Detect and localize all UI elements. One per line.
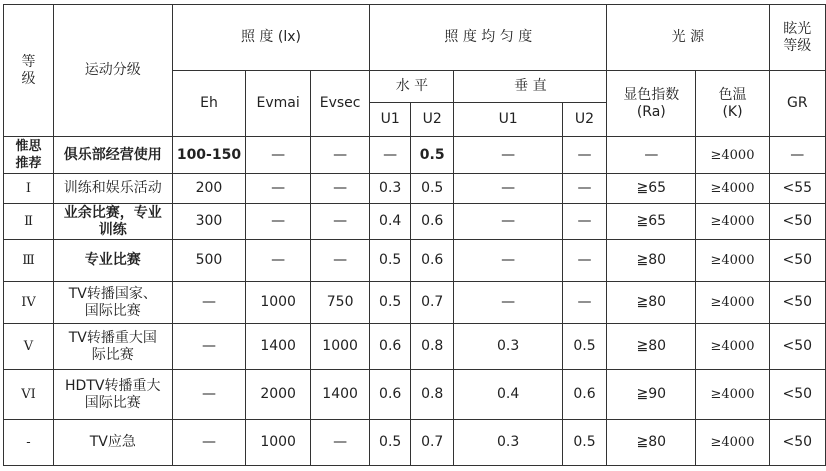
table-row (4, 324, 826, 370)
cell-grade: V (4, 324, 54, 370)
cell-sport-level: 训练和娱乐活动 (53, 174, 172, 204)
cell-gr: <50 (769, 282, 825, 324)
cell-sport-level: 专业比赛 (53, 240, 172, 282)
cell-u1-horizontal: 0.3 (370, 174, 411, 204)
cell-ra: ≧65 (607, 174, 696, 204)
header-grade: 等 级 (4, 5, 54, 137)
table-row (4, 420, 826, 466)
table-row (4, 204, 826, 240)
cell-evmai: — (246, 174, 310, 204)
header-illuminance: 照 度 (lx) (172, 5, 370, 71)
cell-u1-vertical: 0.3 (454, 324, 562, 370)
cell-grade: Ⅰ (4, 174, 54, 204)
cell-u2-vertical: — (562, 282, 606, 324)
cell-color-temperature: ≥4000 (696, 420, 769, 466)
header-vertical: 垂 直 (454, 71, 607, 103)
cell-evsec: — (310, 204, 370, 240)
header-u2-vertical: U2 (562, 103, 606, 137)
cell-evmai: 2000 (246, 370, 310, 420)
cell-u2-vertical: 0.6 (562, 370, 606, 420)
header-u1-horizontal: U1 (370, 103, 411, 137)
cell-u2-horizontal: 0.8 (410, 370, 454, 420)
cell-evmai: — (246, 204, 310, 240)
cell-u1-horizontal: 0.6 (370, 370, 411, 420)
cell-gr: <50 (769, 240, 825, 282)
header-horizontal: 水 平 (370, 71, 454, 103)
table-row (4, 370, 826, 420)
cell-eh: 100-150 (172, 137, 246, 174)
cell-ra: ≧80 (607, 282, 696, 324)
header-ra: 显色指数 (Ra) (607, 71, 696, 137)
cell-u1-vertical: — (454, 137, 562, 174)
table-row (4, 282, 826, 324)
cell-evsec: — (310, 240, 370, 282)
cell-color-temperature: ≥4000 (696, 204, 769, 240)
cell-evsec: 750 (310, 282, 370, 324)
cell-gr: <50 (769, 324, 825, 370)
cell-u1-vertical: — (454, 282, 562, 324)
cell-u1-horizontal: 0.6 (370, 324, 411, 370)
cell-eh: 500 (172, 240, 246, 282)
cell-gr: — (769, 137, 825, 174)
header-u2-horizontal: U2 (410, 103, 454, 137)
cell-evsec: 1400 (310, 370, 370, 420)
cell-grade: Ⅲ (4, 240, 54, 282)
header-gr: GR (769, 71, 825, 137)
cell-u1-horizontal: 0.4 (370, 204, 411, 240)
cell-ra: ≧80 (607, 324, 696, 370)
cell-evmai: 1400 (246, 324, 310, 370)
cell-u2-vertical: — (562, 174, 606, 204)
cell-ra: ≧90 (607, 370, 696, 420)
cell-evmai: — (246, 240, 310, 282)
cell-grade: Ⅱ (4, 204, 54, 240)
cell-u1-vertical: — (454, 240, 562, 282)
cell-eh: 300 (172, 204, 246, 240)
header-glare-rating: 眩光 等级 (769, 5, 825, 71)
cell-u1-vertical: 0.3 (454, 420, 562, 466)
cell-sport-level: 业余比赛，专业 训练 (53, 204, 172, 240)
cell-ra: ≧65 (607, 204, 696, 240)
cell-u1-horizontal: 0.5 (370, 282, 411, 324)
table-row (4, 137, 826, 174)
cell-u2-horizontal: 0.5 (410, 137, 454, 174)
cell-color-temperature: ≥4000 (696, 282, 769, 324)
cell-evsec: — (310, 137, 370, 174)
cell-eh: 200 (172, 174, 246, 204)
cell-sport-level: TV转播重大国 际比赛 (53, 324, 172, 370)
cell-eh: — (172, 370, 246, 420)
cell-u2-vertical: — (562, 204, 606, 240)
header-uniformity: 照 度 均 匀 度 (370, 5, 607, 71)
cell-u2-horizontal: 0.5 (410, 174, 454, 204)
cell-gr: <50 (769, 370, 825, 420)
header-eh: Eh (172, 71, 246, 137)
cell-gr: <55 (769, 174, 825, 204)
cell-color-temperature: ≥4000 (696, 137, 769, 174)
header-u1-vertical: U1 (454, 103, 562, 137)
cell-eh: — (172, 282, 246, 324)
cell-grade: VI (4, 370, 54, 420)
cell-ra: — (607, 137, 696, 174)
table-row (4, 240, 826, 282)
cell-u2-vertical: 0.5 (562, 324, 606, 370)
cell-color-temperature: ≥4000 (696, 240, 769, 282)
cell-sport-level: HDTV转播重大 国际比赛 (53, 370, 172, 420)
cell-u2-horizontal: 0.6 (410, 204, 454, 240)
cell-eh: — (172, 324, 246, 370)
cell-sport-level: TV转播国家、 国际比赛 (53, 282, 172, 324)
cell-evmai: — (246, 137, 310, 174)
header-sport-classification: 运动分级 (53, 5, 172, 137)
cell-u1-vertical: 0.4 (454, 370, 562, 420)
lighting-standards-table (3, 4, 826, 466)
cell-u1-vertical: — (454, 204, 562, 240)
cell-evmai: 1000 (246, 420, 310, 466)
header-color-temperature: 色温 (K) (696, 71, 769, 137)
cell-color-temperature: ≥4000 (696, 324, 769, 370)
cell-eh: — (172, 420, 246, 466)
header-evsec: Evsec (310, 71, 370, 137)
cell-evsec: 1000 (310, 324, 370, 370)
cell-u1-horizontal: 0.5 (370, 240, 411, 282)
cell-u2-horizontal: 0.8 (410, 324, 454, 370)
cell-evsec: — (310, 174, 370, 204)
cell-u1-horizontal: — (370, 137, 411, 174)
cell-gr: <50 (769, 204, 825, 240)
cell-ra: ≧80 (607, 420, 696, 466)
cell-sport-level: 俱乐部经营使用 (53, 137, 172, 174)
cell-grade: IV (4, 282, 54, 324)
cell-grade: - (4, 420, 54, 466)
cell-evsec: — (310, 420, 370, 466)
cell-sport-level: TV应急 (53, 420, 172, 466)
cell-grade: 惟思 推荐 (4, 137, 54, 174)
header-light-source: 光 源 (607, 5, 769, 71)
cell-u2-vertical: 0.5 (562, 420, 606, 466)
cell-ra: ≧80 (607, 240, 696, 282)
cell-u2-horizontal: 0.7 (410, 282, 454, 324)
table-row (4, 174, 826, 204)
cell-gr: <50 (769, 420, 825, 466)
cell-color-temperature: ≥4000 (696, 370, 769, 420)
cell-color-temperature: ≥4000 (696, 174, 769, 204)
cell-u2-vertical: — (562, 240, 606, 282)
header-evmai: Evmai (246, 71, 310, 137)
cell-u1-horizontal: 0.5 (370, 420, 411, 466)
cell-evmai: 1000 (246, 282, 310, 324)
cell-u2-vertical: — (562, 137, 606, 174)
cell-u1-vertical: — (454, 174, 562, 204)
cell-u2-horizontal: 0.6 (410, 240, 454, 282)
cell-u2-horizontal: 0.7 (410, 420, 454, 466)
